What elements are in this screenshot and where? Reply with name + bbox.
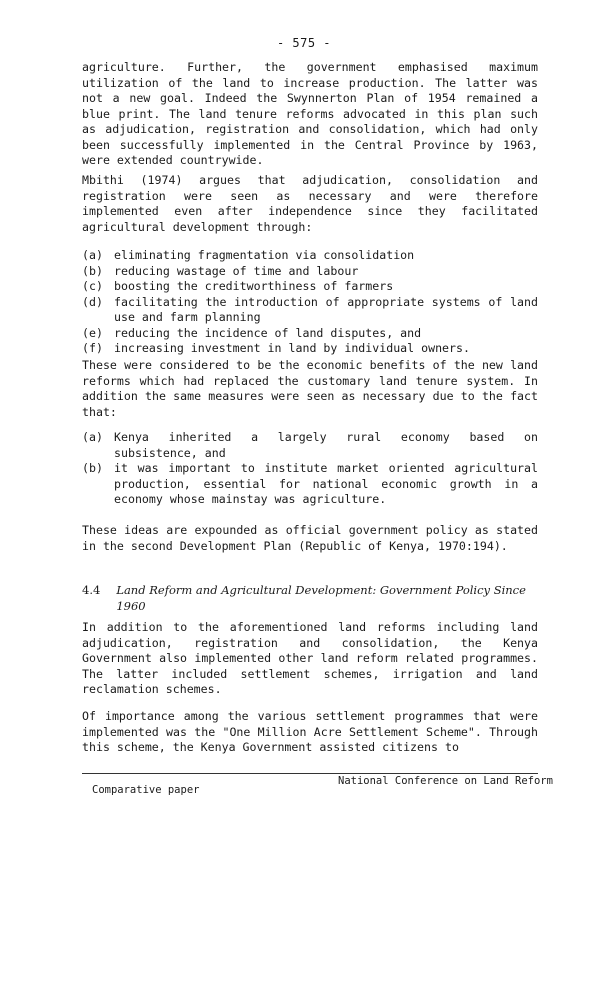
list-item bbox=[82, 248, 538, 264]
list-label: (a) bbox=[82, 430, 103, 444]
list-label: (f) bbox=[82, 341, 103, 355]
paragraph-text: These ideas are expounded as official government policy as stated in the second Development Plan (Republic of Kenya, 1970:194). bbox=[82, 523, 538, 553]
list-label: (a) bbox=[82, 248, 103, 262]
section-title: Land Reform and Agricultural Development: Government Policy Since 1960 bbox=[116, 583, 526, 613]
paragraph-text: agriculture. Further, the government emphasised maximum utilization of the land to increase production. The latter was not a new goal. Indeed the Swynnerton Plan of 1954 remained a blue print. The land tenure reforms advocated in this plan such as adjudication, registration and consolidation, which had only been successfully implemented in the Central Province by 1963, were extended countrywide. bbox=[82, 60, 538, 167]
list-item bbox=[82, 430, 538, 461]
paragraph-mbithi bbox=[82, 173, 538, 235]
list-text: eliminating fragmentation via consolidation bbox=[114, 248, 415, 262]
reasons-list bbox=[82, 430, 538, 508]
list-label: (b) bbox=[82, 461, 103, 475]
list-text: it was important to institute market oriented agricultural production, essential for national economic growth in a economy whose mainstay was agriculture. bbox=[114, 461, 538, 506]
paragraph-settlement bbox=[82, 709, 538, 756]
list-text: facilitating the introduction of appropriate systems of land use and farm planning bbox=[114, 294, 538, 324]
list-item bbox=[82, 264, 538, 280]
section-heading-row bbox=[82, 583, 538, 614]
paragraph-text: These were considered to be the economic benefits of the new land reforms which had replaced the customary land tenure system. In addition the same measures were seen as necessary due to the fact that: bbox=[82, 358, 538, 419]
list-label: (e) bbox=[82, 325, 103, 340]
paragraph-policy bbox=[82, 523, 538, 554]
list-item bbox=[82, 341, 538, 357]
list-text: reducing the incidence of land disputes, and bbox=[114, 325, 422, 340]
list-label: (d) bbox=[82, 294, 103, 309]
footer-right: National Conference on Land Reform bbox=[338, 775, 553, 787]
list-item bbox=[82, 279, 538, 295]
list-label: (b) bbox=[82, 263, 103, 278]
paragraph-text: Of importance among the various settlement programmes that were implemented was the "One Million Acre Settlement Scheme". Through this scheme, the Kenya Government assisted citizens to bbox=[82, 709, 538, 754]
footer-left: Comparative paper bbox=[92, 784, 200, 796]
paragraph-text: Mbithi (1974) argues that adjudication, consolidation and registration were seen as necessary and were therefore implemented even after independence since they facilitated agricultural development through: bbox=[82, 173, 538, 234]
list-label: (c) bbox=[82, 279, 103, 293]
paragraph-text: In addition to the aforementioned land reforms including land adjudication, registration and consolidation, the Kenya Government also implemented other land reform related programmes. The latter included settlement schemes, irrigation and land reclamation schemes. bbox=[82, 620, 538, 696]
benefits-list bbox=[82, 248, 538, 357]
list-item bbox=[82, 295, 538, 326]
page-number: - 575 - bbox=[276, 36, 332, 50]
list-text: increasing investment in land by individual owners. bbox=[114, 341, 470, 355]
section-number: 4.4 bbox=[82, 583, 101, 597]
paragraph-economic-benefits bbox=[82, 358, 538, 420]
paragraph-agriculture bbox=[82, 60, 538, 169]
list-item bbox=[82, 461, 538, 508]
list-text: boosting the creditworthiness of farmers bbox=[114, 279, 394, 293]
paragraph-other-reforms bbox=[82, 620, 538, 698]
list-text: reducing wastage of time and labour bbox=[114, 263, 359, 278]
list-item bbox=[82, 326, 538, 342]
list-text: Kenya inherited a largely rural economy based on subsistence, and bbox=[114, 430, 538, 460]
section-heading bbox=[82, 583, 538, 614]
